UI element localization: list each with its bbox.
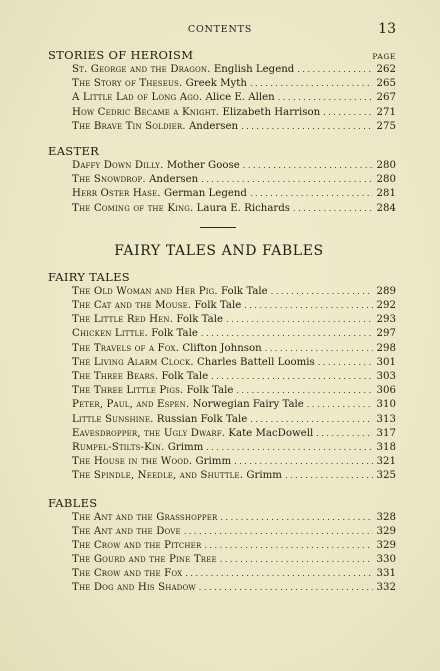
dot-leader xyxy=(201,327,373,341)
dot-leader xyxy=(265,342,373,356)
toc-entry xyxy=(72,525,396,539)
entry-title: Peter, Paul, and Espen. xyxy=(72,399,190,411)
entry-page: 328 xyxy=(376,511,396,523)
entry-source: German Legend xyxy=(163,188,247,200)
entry-page: 265 xyxy=(376,78,396,90)
entry-title: Daffy Down Dilly. xyxy=(72,159,164,171)
entry-page: 329 xyxy=(376,525,396,537)
entry-source: Greek Myth xyxy=(185,78,247,90)
entry-page: 262 xyxy=(376,64,396,75)
entry-title: The Brave Tin Soldier. xyxy=(72,120,186,132)
entry-title: Rumpel-Stilts-Kin. xyxy=(72,441,165,453)
entry-page: 284 xyxy=(376,202,396,214)
toc-entry xyxy=(72,455,396,469)
dot-leader xyxy=(316,427,373,441)
dot-leader xyxy=(278,91,373,105)
entry-title: The Three Bears. xyxy=(72,371,159,382)
entry-source: Alice E. Allen xyxy=(205,92,275,104)
entry-page: 297 xyxy=(376,328,396,340)
toc-entry xyxy=(72,91,396,105)
entry-page: 318 xyxy=(376,441,396,453)
entry-title: The Old Woman and Her Pig. xyxy=(72,285,218,297)
section-heading: FABLES xyxy=(48,495,98,510)
entry-page: 267 xyxy=(376,92,396,104)
entry-source: Elizabeth Harrison xyxy=(222,106,321,118)
entry-page: 280 xyxy=(376,159,396,171)
entry-title: The Living Alarm Clock. xyxy=(72,356,194,368)
toc-entry xyxy=(72,299,396,313)
entry-page: 310 xyxy=(376,399,396,411)
dot-leader xyxy=(241,120,373,134)
toc-entry xyxy=(72,173,396,187)
entry-title: The Gourd and the Pine Tree xyxy=(72,554,217,566)
toc-entry xyxy=(72,356,396,370)
toc-entry xyxy=(72,441,396,455)
entry-source: English Legend xyxy=(213,64,295,75)
entry-page: 298 xyxy=(376,342,396,354)
entry-page: 292 xyxy=(376,300,396,312)
dot-leader xyxy=(220,553,373,567)
dot-leader xyxy=(185,567,373,581)
entry-page: 293 xyxy=(376,314,396,326)
running-head xyxy=(0,22,440,38)
toc-entry xyxy=(72,384,396,398)
toc-entry xyxy=(72,313,396,327)
dot-leader xyxy=(220,511,373,525)
spacer xyxy=(48,134,396,144)
dot-leader xyxy=(226,313,373,327)
entry-source: Grimm xyxy=(195,456,232,468)
entry-title: The Cat and the Mouse. xyxy=(72,300,192,312)
entry-title: St. George and the Dragon. xyxy=(72,64,211,75)
entry-source: Russian Folk Tale xyxy=(156,413,248,425)
entry-page: 303 xyxy=(376,371,396,382)
section-heading-row xyxy=(48,144,396,159)
entry-source: Laura E. Richards xyxy=(196,202,291,214)
entry-list xyxy=(48,63,396,134)
entry-source: Folk Tale xyxy=(176,314,224,326)
entry-title: Little Sunshine. xyxy=(72,413,154,425)
toc-entry xyxy=(72,106,396,120)
dot-leader xyxy=(293,202,373,216)
entry-title: The Dog and His Shadow xyxy=(72,582,196,594)
entry-title: The Little Red Hen. xyxy=(72,314,174,326)
page-number: 13 xyxy=(378,21,396,37)
entry-source: Folk Tale xyxy=(194,300,242,312)
entry-title: The Story of Theseus. xyxy=(72,78,183,90)
entry-title: The House in the Wood. xyxy=(72,456,193,468)
entry-title: A Little Lad of Long Ago. xyxy=(72,92,203,104)
entry-title: Eavesdropper, the Ugly Dwarf. xyxy=(72,427,226,439)
toc-entry xyxy=(72,427,396,441)
toc-entry xyxy=(72,398,396,412)
entry-title: How Cedric Became a Knight. xyxy=(72,106,220,118)
section-heading-row xyxy=(48,270,396,285)
section-fables xyxy=(48,496,396,596)
entry-title: The Crow and the Fox xyxy=(72,568,183,580)
entry-page: 330 xyxy=(376,554,396,566)
section-heading: STORIES OF HEROISM xyxy=(48,48,194,62)
entry-page: 331 xyxy=(376,568,396,580)
dot-leader xyxy=(236,384,373,398)
entry-title: Herr Oster Hase. xyxy=(72,188,161,200)
dot-leader xyxy=(250,413,373,427)
spacer xyxy=(48,260,396,270)
section-fairy-tales xyxy=(48,270,396,484)
entry-title: The Three Little Pigs. xyxy=(72,385,184,397)
entry-page: 271 xyxy=(376,106,396,118)
entry-source: Grimm xyxy=(246,470,282,482)
dot-leader xyxy=(243,159,373,173)
entry-source: Folk Tale xyxy=(221,285,268,297)
toc-entry xyxy=(72,413,396,427)
dot-leader xyxy=(307,398,373,412)
entry-source: Mother Goose xyxy=(166,159,240,171)
toc-entry xyxy=(72,567,396,581)
entry-page: 321 xyxy=(376,456,396,468)
entry-page: 313 xyxy=(376,413,396,425)
dot-leader xyxy=(250,77,373,91)
entry-page: 275 xyxy=(376,120,396,132)
entry-page: 289 xyxy=(376,285,396,297)
toc-entry xyxy=(72,159,396,173)
entry-page: 301 xyxy=(376,356,396,368)
entry-title: The Spindle, Needle, and Shuttle. xyxy=(72,470,244,482)
entry-title: The Snowdrop. xyxy=(72,174,146,186)
entry-page: 280 xyxy=(376,174,396,186)
entry-title: The Ant and the Grasshopper xyxy=(72,511,218,523)
entry-source: Folk Tale xyxy=(186,385,234,397)
entry-source: Clifton Johnson xyxy=(182,342,262,354)
entry-source: Grimm xyxy=(167,441,204,453)
dot-leader xyxy=(244,299,373,313)
entry-page: 329 xyxy=(376,539,396,551)
entry-source: Kate MacDowell xyxy=(228,427,314,439)
entry-page: 332 xyxy=(376,582,396,594)
dot-leader xyxy=(323,106,373,120)
dot-leader xyxy=(204,539,373,553)
dot-leader xyxy=(318,356,373,370)
toc-entry xyxy=(72,469,396,483)
toc-entry xyxy=(72,581,396,595)
dot-leader xyxy=(184,525,373,539)
toc-entry xyxy=(72,77,396,91)
entry-title: Chicken Little. xyxy=(72,328,148,340)
dot-leader xyxy=(297,63,373,77)
toc-entry xyxy=(72,539,396,553)
section-stories-of-heroism xyxy=(48,48,396,134)
section-heading-row xyxy=(48,48,396,63)
section-easter xyxy=(48,144,396,216)
entry-list xyxy=(48,159,396,216)
toc-entry xyxy=(72,120,396,134)
entry-page: 325 xyxy=(376,470,396,482)
dot-leader xyxy=(271,285,373,299)
part-title: FAIRY TALES AND FABLES xyxy=(114,242,324,259)
spacer xyxy=(48,484,396,496)
table-of-contents xyxy=(48,48,396,596)
running-title: CONTENTS xyxy=(187,24,253,35)
entry-title: The Travels of a Fox. xyxy=(72,342,180,354)
entry-source: Andersen xyxy=(149,174,199,186)
toc-entry xyxy=(72,370,396,384)
section-heading: FAIRY TALES xyxy=(48,269,130,284)
entry-list xyxy=(48,511,396,596)
entry-page: 317 xyxy=(376,427,396,439)
entry-source: Norwegian Fairy Tale xyxy=(192,399,304,411)
toc-entry xyxy=(72,553,396,567)
entry-source: Andersen xyxy=(188,120,239,132)
dot-leader xyxy=(285,469,373,483)
toc-entry xyxy=(72,285,396,299)
dot-leader xyxy=(211,370,373,384)
section-heading-row xyxy=(48,496,396,511)
entry-title: The Coming of the King. xyxy=(72,202,194,214)
section-heading: EASTER xyxy=(48,143,100,158)
dot-leader xyxy=(234,455,373,469)
dot-leader xyxy=(199,581,373,595)
toc-entry xyxy=(72,342,396,356)
entry-page: 281 xyxy=(376,188,396,200)
entry-title: The Crow and the Pitcher xyxy=(72,539,202,551)
toc-entry xyxy=(72,202,396,216)
dot-leader xyxy=(201,173,373,187)
toc-entry xyxy=(72,63,396,77)
toc-entry xyxy=(72,187,396,201)
entry-source: Folk Tale xyxy=(151,328,198,340)
divider-rule xyxy=(200,227,236,228)
entry-source: Folk Tale xyxy=(161,371,209,382)
toc-entry xyxy=(72,327,396,341)
entry-title: The Ant and the Dove xyxy=(72,525,181,537)
entry-page: 306 xyxy=(376,385,396,397)
dot-leader xyxy=(206,441,373,455)
toc-entry xyxy=(72,511,396,525)
entry-list xyxy=(48,285,396,484)
entry-source: Charles Battell Loomis xyxy=(197,356,315,368)
page-column-label: PAGE xyxy=(372,52,396,61)
dot-leader xyxy=(250,187,373,201)
